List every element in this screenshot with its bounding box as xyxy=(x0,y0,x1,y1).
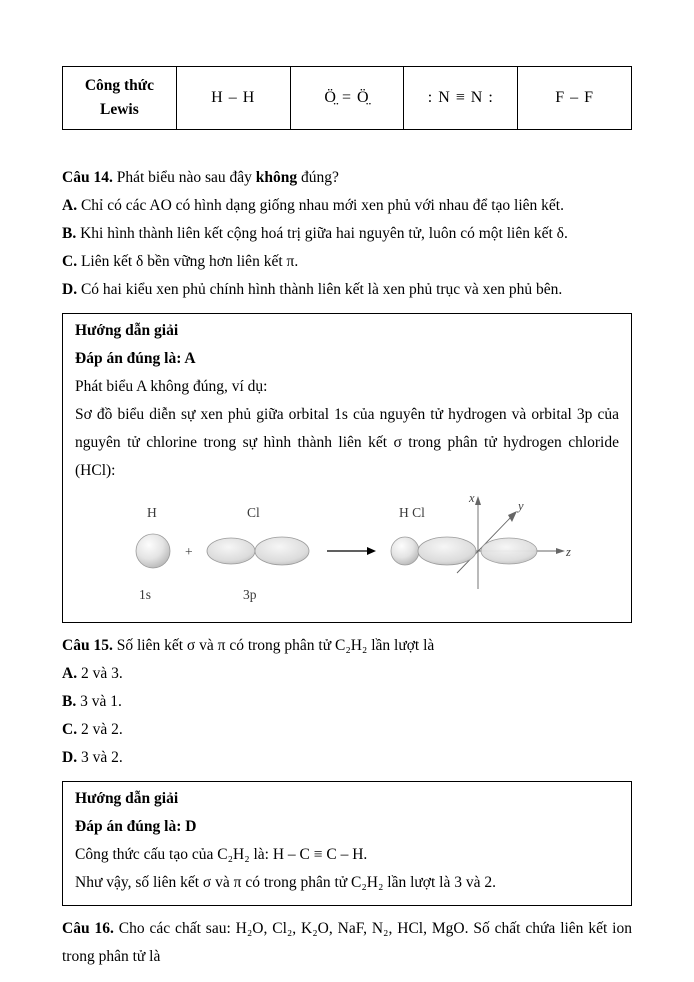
lewis-header-line2: Lewis xyxy=(100,101,139,119)
question-14-label: Câu 14. xyxy=(62,169,113,187)
option-15-a-letter: A. xyxy=(62,665,78,683)
solution-box-15 xyxy=(62,781,632,906)
p-orbital-left-lobe xyxy=(207,538,255,564)
reaction-arrow-head xyxy=(367,547,376,555)
s-orbital-sphere xyxy=(136,534,170,568)
option-15-d-letter: D. xyxy=(62,749,78,767)
solution-15-line1: Công thức cấu tạo của C₂H₂ là: H – C ≡ C – H. xyxy=(75,846,368,864)
lewis-table-row xyxy=(63,67,632,130)
option-15-d xyxy=(62,744,632,772)
solution-14-line1: Phát biểu A không đúng, ví dụ: xyxy=(75,378,268,396)
solution-15-title: Hướng dẫn giải xyxy=(75,790,179,808)
p-orbital-right-lobe xyxy=(255,537,309,565)
question-16-label: Câu 16. xyxy=(62,920,114,938)
solution-15-line2: Như vậy, số liên kết σ và π có trong phân tử C₂H₂ lần lượt là 3 và 2. xyxy=(75,874,496,892)
option-15-c-letter: C. xyxy=(62,721,78,739)
lewis-header-line1: Công thức xyxy=(84,77,154,94)
option-15-b xyxy=(62,688,632,716)
question-14-bold-word: không xyxy=(255,169,298,187)
lewis-cell-h2 xyxy=(176,67,290,130)
lewis-cell-f2 xyxy=(518,67,632,130)
z-axis-arrow xyxy=(556,548,565,554)
y-axis-arrow xyxy=(508,511,517,522)
option-15-c-text: 2 và 2. xyxy=(77,721,123,739)
option-14-d-letter: D. xyxy=(62,281,78,299)
lewis-formula-o2: Ö̤ = Ö̤ xyxy=(324,89,370,107)
option-14-c xyxy=(62,248,632,276)
option-14-a-letter: A. xyxy=(62,197,78,215)
diagram-1s-label: 1s xyxy=(139,587,152,603)
diagram-cl-label: Cl xyxy=(247,505,260,521)
diagram-hcl-label: H Cl xyxy=(399,505,425,521)
option-15-b-letter: B. xyxy=(62,693,77,711)
question-15 xyxy=(62,632,632,660)
lewis-formula-n2: : N ≡ N : xyxy=(427,89,494,107)
diagram-h-label: H xyxy=(147,505,157,521)
option-14-d xyxy=(62,276,632,304)
option-15-c xyxy=(62,716,632,744)
axis-x-label: x xyxy=(469,491,475,506)
question-15-label: Câu 15. xyxy=(62,637,113,655)
solution-14-title: Hướng dẫn giải xyxy=(75,322,179,340)
question-14-text-pre: Phát biểu nào sau đây xyxy=(112,169,256,187)
lewis-formula-h2: H – H xyxy=(211,89,256,107)
diagram-plus-sign: + xyxy=(185,544,193,560)
question-14 xyxy=(62,164,632,192)
question-14-text-post: đúng? xyxy=(297,169,339,187)
solution-14-answer: Đáp án đúng là: A xyxy=(75,350,196,368)
option-14-a xyxy=(62,192,632,220)
question-16 xyxy=(62,915,632,971)
option-14-c-text: Liên kết δ bền vững hơn liên kết π. xyxy=(77,253,299,271)
hcl-h-sphere xyxy=(391,537,419,565)
solution-box-14 xyxy=(62,313,632,623)
diagram-3p-label: 3p xyxy=(243,587,257,603)
option-14-b xyxy=(62,220,632,248)
option-14-b-text: Khi hình thành liên kết cộng hoá trị giữa hai nguyên tử, luôn có một liên kết δ. xyxy=(76,225,568,243)
option-14-a-text: Chỉ có các AO có hình dạng giống nhau mới xen phủ với nhau để tạo liên kết. xyxy=(77,197,564,215)
orbital-overlap-svg xyxy=(105,491,575,607)
option-15-a xyxy=(62,660,632,688)
question-16-text: Cho các chất sau: H₂O, Cl₂, K₂O, NaF, N₂, HCl, MgO. Số chất chứa liên kết ion trong phân tử là xyxy=(62,920,632,966)
option-15-b-text: 3 và 1. xyxy=(76,693,122,711)
lewis-formula-f2: F – F xyxy=(555,89,594,107)
hcl-left-lobe xyxy=(418,537,476,565)
lewis-cell-o2 xyxy=(290,67,404,130)
option-15-d-text: 3 và 2. xyxy=(77,749,123,767)
axis-y-label: y xyxy=(518,499,524,514)
lewis-formula-table xyxy=(62,66,632,130)
orbital-overlap-diagram xyxy=(105,491,619,612)
option-14-b-letter: B. xyxy=(62,225,77,243)
axis-z-label: z xyxy=(566,545,571,560)
x-axis-arrow xyxy=(475,496,481,505)
option-14-c-letter: C. xyxy=(62,253,78,271)
question-15-text: Số liên kết σ và π có trong phân tử C₂H₂ lần lượt là xyxy=(112,637,435,655)
hcl-right-lobe xyxy=(481,538,537,564)
solution-15-answer: Đáp án đúng là: D xyxy=(75,818,197,836)
solution-14-line2: Sơ đồ biểu diễn sự xen phủ giữa orbital 1s của nguyên tử hydrogen và orbital 3p của nguyên tử chlorine trong sự hình thành liên kết σ trong phân tử hydrogen chloride (HCl): xyxy=(75,406,619,480)
option-15-a-text: 2 và 3. xyxy=(77,665,123,683)
option-14-d-text: Có hai kiểu xen phủ chính hình thành liên kết là xen phủ trục và xen phủ bên. xyxy=(77,281,563,299)
lewis-cell-n2 xyxy=(404,67,518,130)
lewis-table-header xyxy=(63,67,177,130)
